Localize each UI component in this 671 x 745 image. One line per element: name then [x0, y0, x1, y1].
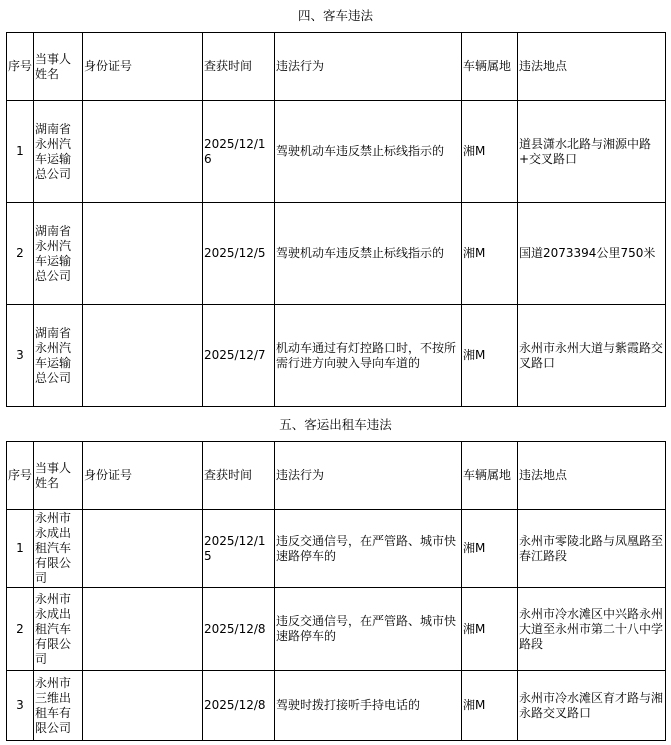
row-date: 2025/12/5 [203, 203, 275, 305]
row-id-number [83, 305, 203, 407]
row-no: 2 [7, 588, 34, 671]
table-header-row [7, 33, 666, 101]
header-date: 查获时间 [203, 33, 275, 101]
row-region: 湘M [462, 588, 518, 671]
row-location: 国道2073394公里750米 [518, 203, 666, 305]
row-party: 湖南省永州汽车运输总公司 [34, 101, 83, 203]
row-party: 湖南省永州汽车运输总公司 [34, 203, 83, 305]
row-party: 湖南省永州汽车运输总公司 [34, 305, 83, 407]
row-id-number [83, 510, 203, 588]
header-location: 违法地点 [518, 33, 666, 101]
row-id-number [83, 203, 203, 305]
header-violation: 违法行为 [275, 33, 462, 101]
header-party: 当事人姓名 [34, 442, 83, 510]
row-region: 湘M [462, 305, 518, 407]
row-location: 永州市冷水滩区中兴路永州大道至永州市第二十八中学路段 [518, 588, 666, 671]
row-id-number [83, 101, 203, 203]
row-party: 永州市三维出租车有限公司 [34, 671, 83, 741]
row-region: 湘M [462, 101, 518, 203]
row-violation: 驾驶时拨打接听手持电话的 [275, 671, 462, 741]
row-region: 湘M [462, 671, 518, 741]
row-id-number [83, 588, 203, 671]
table-row [7, 510, 666, 588]
row-date: 2025/12/8 [203, 588, 275, 671]
row-no: 3 [7, 671, 34, 741]
row-violation: 驾驶机动车违反禁止标线指示的 [275, 101, 462, 203]
header-region: 车辆属地 [462, 33, 518, 101]
taxi-violations-table [6, 441, 666, 741]
bus-violations-table [6, 32, 666, 407]
row-location: 永州市零陵北路与凤凰路至春江路段 [518, 510, 666, 588]
header-id-number: 身份证号 [83, 442, 203, 510]
row-violation: 违反交通信号，在严管路、城市快速路停车的 [275, 588, 462, 671]
header-no: 序号 [7, 33, 34, 101]
header-region: 车辆属地 [462, 442, 518, 510]
header-party: 当事人姓名 [34, 33, 83, 101]
row-region: 湘M [462, 510, 518, 588]
table-row [7, 203, 666, 305]
row-no: 2 [7, 203, 34, 305]
row-date: 2025/12/15 [203, 510, 275, 588]
row-location: 永州市冷水滩区育才路与湘永路交叉路口 [518, 671, 666, 741]
row-location: 道县潇水北路与湘源中路+交叉路口 [518, 101, 666, 203]
table-row [7, 101, 666, 203]
table-header-row [7, 442, 666, 510]
section-title-bus: 四、客车违法 [297, 8, 373, 23]
section-title-taxi: 五、客运出租车违法 [279, 417, 392, 432]
header-location: 违法地点 [518, 442, 666, 510]
row-no: 1 [7, 101, 34, 203]
row-id-number [83, 671, 203, 741]
row-location: 永州市永州大道与紫霞路交叉路口 [518, 305, 666, 407]
row-violation: 机动车通过有灯控路口时，不按所需行进方向驶入导向车道的 [275, 305, 462, 407]
row-date: 2025/12/16 [203, 101, 275, 203]
table-row [7, 305, 666, 407]
row-date: 2025/12/8 [203, 671, 275, 741]
row-violation: 违反交通信号，在严管路、城市快速路停车的 [275, 510, 462, 588]
row-date: 2025/12/7 [203, 305, 275, 407]
row-no: 1 [7, 510, 34, 588]
header-date: 查获时间 [203, 442, 275, 510]
row-party: 永州市永成出租汽车有限公司 [34, 510, 83, 588]
table-row [7, 671, 666, 741]
row-no: 3 [7, 305, 34, 407]
row-violation: 驾驶机动车违反禁止标线指示的 [275, 203, 462, 305]
table-row [7, 588, 666, 671]
header-id-number: 身份证号 [83, 33, 203, 101]
row-region: 湘M [462, 203, 518, 305]
row-party: 永州市永成出租汽车有限公司 [34, 588, 83, 671]
header-no: 序号 [7, 442, 34, 510]
header-violation: 违法行为 [275, 442, 462, 510]
